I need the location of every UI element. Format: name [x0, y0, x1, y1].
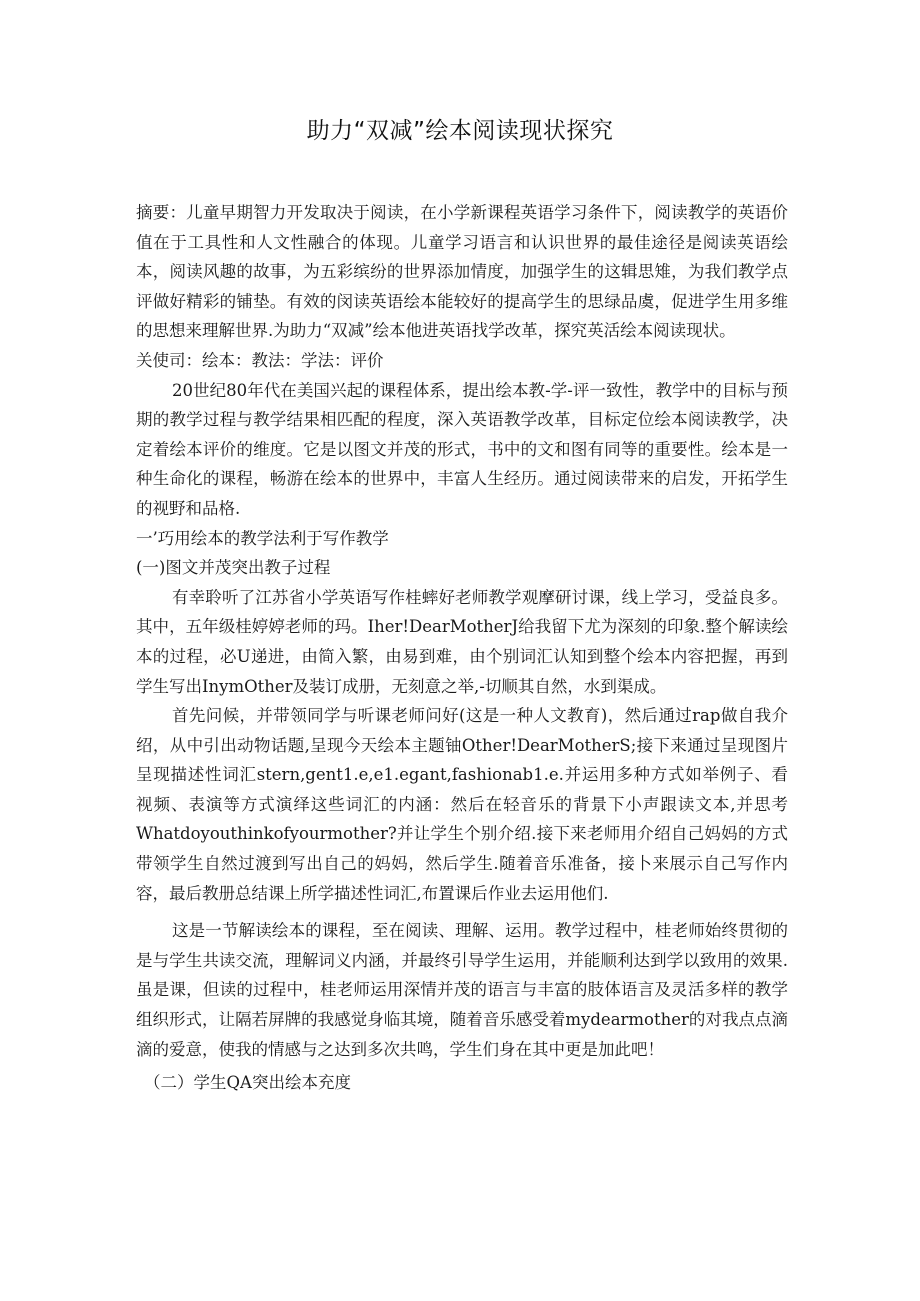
- body-paragraph-1: 有幸聆听了江苏省小学英语写作桂蟀好老师教学观摩研讨课，线上学习，受益良多。其中，五年级桂婷婷老师的玛。Iher!DearMotherJ给我留下尤为深刻的印象.整个解读绘本的过程，必U递进，由简入繁，由易到难，由个别词汇认知到整个绘本内容把握，再到学生写出InymOther及装订成册，无刻意之举,-切顺其自然，水到渠成。: [136, 587, 788, 696]
- document-body: [136, 198, 788, 1098]
- body-paragraph-2: 首先问候，并带领同学与听课老师问好(这是一种人文教育)，然后通过rap做自我介绍，从中引出动物话题,呈现今天绘本主题铀Other!DearMotherS;接下来通过呈现图片呈现描述性词汇stern,gent1.e,e1.egant,fashionab1.e.并运用多种方式如举例子、看视频、表演等方式演绎这些词汇的内涵：然后在轻音乐的背景下小声跟读文本,并思考Whatdoyouthinkofyourmother?并让学生个别介绍.接下来老师用介绍自己妈妈的方式带领学生自然过渡到写出自己的妈妈，然后学生.随着音乐准备，接卜来展示自己写作内容，最后教册总结课上所学描述性词汇,布置课后作业去运用他们.: [136, 706, 788, 903]
- document-title: 助力“双减”绘本阅读现状探究: [306, 118, 614, 144]
- section-heading-1: 一’巧用绘本的教学法利于写作教学: [136, 528, 389, 548]
- body-paragraph-3: 这是一节解读绘本的课程，至在阅读、理解、运用。教学过程中，桂老师始终贯彻的是与学生共读交流，理解词义内涵，并最终引导学生运用，并能顺利达到学以致用的效果.虽是课，但读的过程中，桂老师运用深情并茂的语言与丰富的肢体语言及灵活多样的教学组织形式，让隔若屏牌的我感觉身临其境，随着音乐感受着mydearmother的对我点点滴滴的爱意，使我的情感与之达到多次共鸣，学生们身在其中更是加此吧！: [136, 921, 788, 1059]
- keywords-line: 关使司：绘本：教法：学法：评价: [136, 350, 384, 370]
- subsection-heading-2: （二）学生QA突出绘本充度: [144, 1073, 351, 1093]
- intro-paragraph: 20世纪80年代在美国兴起的课程体系，提出绘本教-学-评一致性，教学中的目标与预期的教学过程与教学结果相匹配的程度，深入英语教学改革，目标定位绘本阅读教学，决定着绘本评价的维度。它是以图文并茂的形式，书中的文和图有同等的重要性。绘本是一种生命化的课程，畅游在绘本的世界中，丰富人生经历。通过阅读带来的启发，开拓学生的视野和品格.: [136, 380, 788, 518]
- abstract-paragraph: 摘要：儿童早期智力开发取决于阅读，在小学新课程英语学习条件下，阅读教学的英语价值在于工具性和人文性融合的体现。儿童学习语言和认识世界的最佳途径是阅读英语绘本，阅读风趣的故事，为五彩缤纷的世界添加情度，加强学生的这辑思雉，为我们教学点评做好精彩的铺垫。有效的闵读英语绘本能较好的提高学生的思绿品虞，促进学生用多维的思想来理解世界.为助力“双减”绘本他进英语找学改革，探究英活绘本阅读现状。: [136, 203, 788, 341]
- subsection-heading-1: (一)图文并茂突出教子过程: [136, 558, 331, 578]
